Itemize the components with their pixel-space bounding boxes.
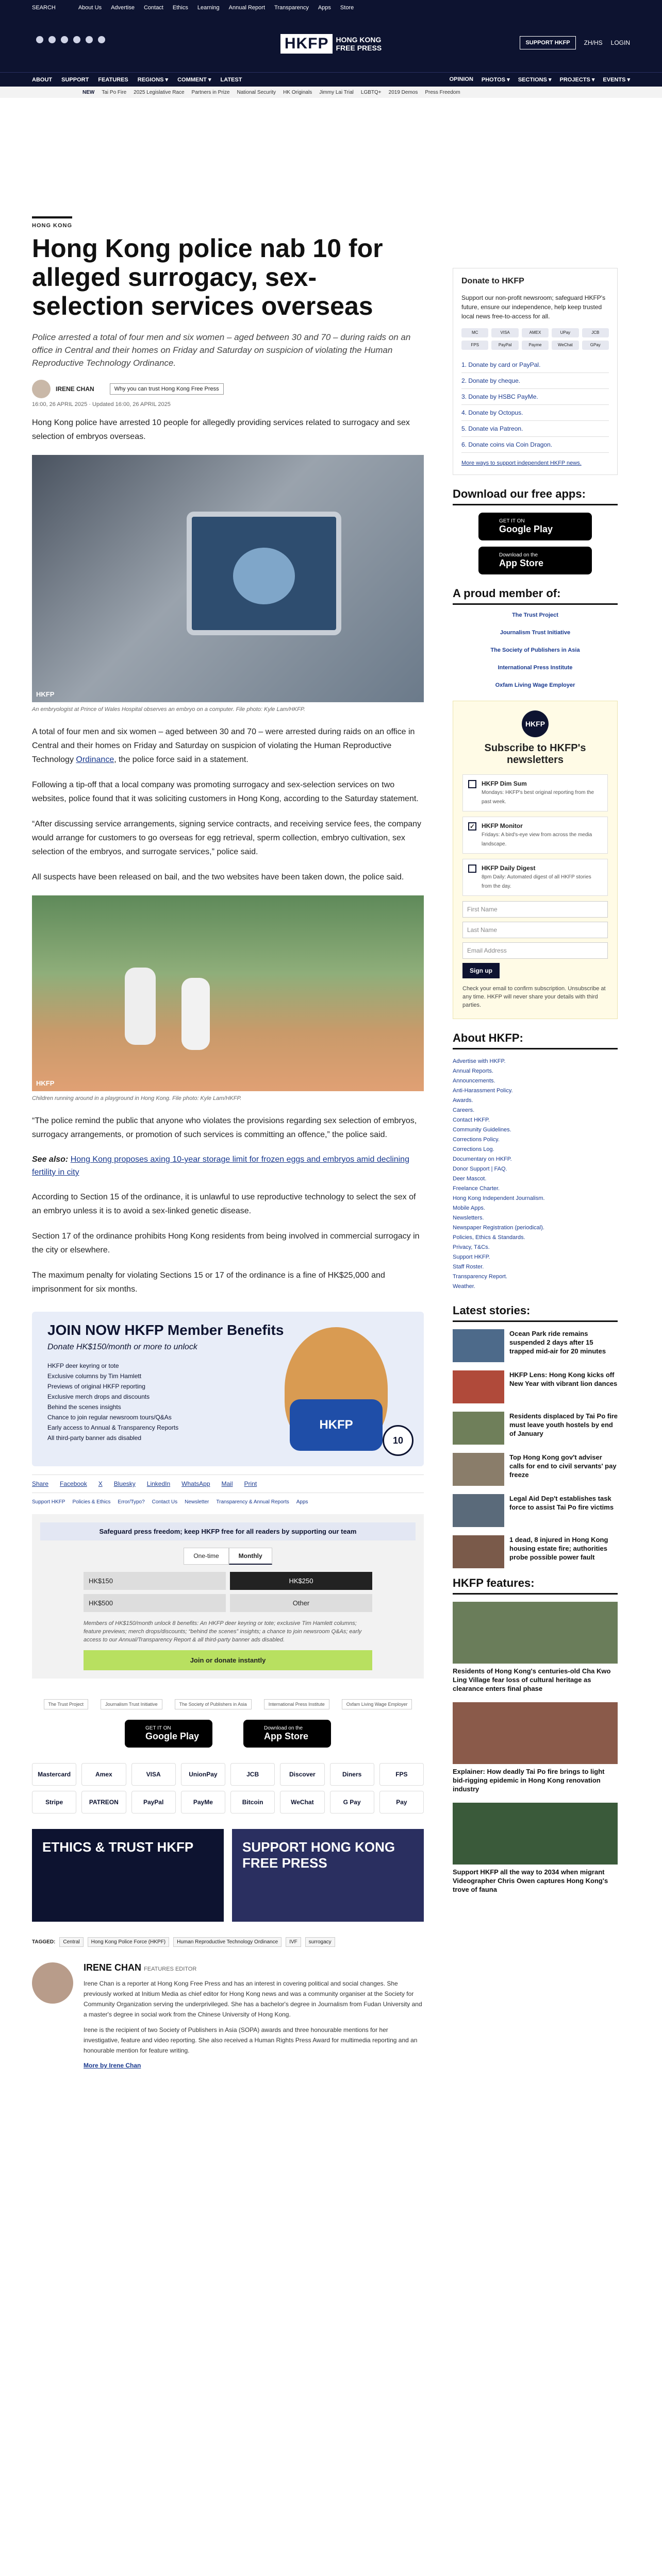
logo-line2: FREE PRESS: [336, 44, 382, 52]
paragraph: Following a tip-off that a local company was promoting surrogacy and sex-selection services on two websites, police found that it was soliciting customers in Hong Kong, according to the Saturday statement.: [32, 781, 419, 803]
top-link-learning[interactable]: Learning: [197, 5, 220, 11]
tag-list: [32, 1937, 424, 1947]
paragraph: A total of four men and six women – aged between 30 and 70 – were arrested during raids on an office in Central and their homes on Friday and Saturday on suspicion of violating the Human Reproductive Technology Ordinance, the police force said in a statement.: [32, 727, 415, 764]
top-link-store[interactable]: Store: [340, 5, 354, 11]
benefit-item: Chance to join regular newsroom tours/Q&As: [47, 1414, 172, 1421]
latest-story[interactable]: [453, 1412, 618, 1445]
donate-headline: Safeguard press freedom; keep HKFP free for all readers by supporting our team: [40, 1522, 416, 1540]
latest-story[interactable]: [453, 1329, 618, 1362]
member-logo[interactable]: The Society of Publishers in Asia: [490, 647, 580, 653]
author-avatar[interactable]: [32, 380, 51, 398]
linkedin-icon[interactable]: [86, 36, 93, 43]
partner-logo[interactable]: Oxfam Living Wage Employer: [342, 1699, 412, 1709]
article-main: [32, 216, 424, 2080]
payment-icon: GPay: [582, 341, 609, 350]
embryo-shape: [233, 548, 295, 604]
utility-link[interactable]: Support HKFP: [32, 1499, 65, 1505]
story-thumbnail[interactable]: [453, 1803, 618, 1865]
newsletter-option[interactable]: HKFP Daily Digest 8pm Daily: Automated digest of all HKFP stories from the day.: [462, 859, 608, 896]
author-bio: Irene is the recipient of two Society of Publishers in Asia (SOPA) awards and three honourable mentions for her investigative, feature and video reporting. She also received a Human Rights Press Award for multimedia reporting and an honourable mention for feature writing.: [84, 2026, 418, 2054]
youtube-icon[interactable]: [73, 36, 80, 43]
story-thumbnail[interactable]: [453, 1494, 504, 1527]
tag-item[interactable]: Human Reproductive Technology Ordinance: [173, 1937, 282, 1947]
partner-logo[interactable]: The Trust Project: [44, 1699, 89, 1709]
login-link[interactable]: LOGIN: [610, 39, 630, 46]
about-link[interactable]: Hong Kong Independent Journalism.: [453, 1195, 545, 1201]
main-nav: [0, 72, 662, 87]
newsletter-title: Subscribe to HKFP's newsletters: [484, 742, 586, 766]
nav-item-photos[interactable]: PHOTOS ▾: [481, 77, 510, 83]
utility-link[interactable]: Error/Typo?: [118, 1499, 145, 1505]
about-link[interactable]: Awards.: [453, 1097, 473, 1104]
author-box: [32, 1962, 424, 2070]
story-thumbnail[interactable]: [453, 1329, 504, 1362]
discover-icon: Discover: [280, 1763, 324, 1786]
story-title[interactable]: 1 dead, 8 injured in Hong Kong housing estate fire; authorities probe possible power fault: [509, 1536, 608, 1561]
join-donate-button[interactable]: Join or donate instantly: [84, 1650, 372, 1670]
search-link[interactable]: SEARCH: [32, 5, 56, 11]
partner-logo[interactable]: The Society of Publishers in Asia: [175, 1699, 252, 1709]
more-by-author-link[interactable]: More by Irene Chan: [84, 2062, 141, 2069]
top-link-annual-report[interactable]: Annual Report: [228, 5, 265, 11]
see-also: [32, 1153, 424, 1179]
article-title: Hong Kong police nab 10 for alleged surrogacy, sex-selection services overseas: [32, 234, 383, 320]
latest-story[interactable]: [453, 1453, 618, 1486]
story-thumbnail[interactable]: [453, 1702, 618, 1764]
about-link[interactable]: Transparency Report.: [453, 1274, 507, 1280]
see-also-label: See also:: [32, 1155, 69, 1164]
donate-option[interactable]: 4. Donate by Octopus.: [461, 405, 609, 421]
tab-monthly[interactable]: Monthly: [229, 1548, 272, 1565]
share-mail[interactable]: Mail: [221, 1480, 233, 1487]
byline-author[interactable]: IRENE CHAN: [56, 385, 94, 393]
about-links: [453, 1057, 618, 1292]
payment-icon: Payme: [522, 341, 549, 350]
top-link-advertise[interactable]: Advertise: [111, 5, 135, 11]
benefit-item: Exclusive merch drops and discounts: [47, 1393, 150, 1400]
checkbox[interactable]: ✓: [468, 822, 476, 831]
about-link[interactable]: Contact HKFP.: [453, 1117, 490, 1123]
payment-icon: UPay: [552, 328, 578, 337]
nav-item-opinion[interactable]: OPINION: [449, 76, 473, 82]
utility-link[interactable]: Policies & Ethics: [72, 1499, 111, 1505]
about-link[interactable]: Newspaper Registration (periodical).: [453, 1225, 544, 1231]
benefit-item: Behind the scenes insights: [47, 1403, 121, 1411]
feature-story[interactable]: [453, 1602, 618, 1693]
brand-actions: [520, 36, 630, 49]
mastercard-icon: Mastercard: [32, 1763, 76, 1786]
about-link[interactable]: Mobile Apps.: [453, 1205, 485, 1211]
stripe-icon: Stripe: [32, 1791, 76, 1814]
about-link[interactable]: Support HKFP.: [453, 1254, 490, 1260]
author-box-avatar[interactable]: [32, 1962, 73, 2004]
latest-story[interactable]: [453, 1494, 618, 1527]
newsletter-option[interactable]: HKFP Dim Sum Mondays: HKFP's best original reporting from the past week.: [462, 774, 608, 811]
paragraph: Section 17 of the ordinance prohibits Hong Kong residents from being involved in commercial surrogacy in the city or elsewhere.: [32, 1232, 420, 1255]
share-facebook[interactable]: Facebook: [60, 1480, 87, 1487]
share-linkedin[interactable]: LinkedIn: [146, 1480, 171, 1487]
payment-icon: MC: [461, 328, 488, 337]
trust-button[interactable]: Why you can trust Hong Kong Free Press: [110, 383, 224, 395]
top-link-contact[interactable]: Contact: [143, 5, 163, 11]
nav-item-projects[interactable]: PROJECTS ▾: [559, 77, 595, 83]
about-link[interactable]: Weather.: [453, 1283, 475, 1290]
member-logo[interactable]: International Press Institute: [498, 665, 573, 671]
nav-item-features[interactable]: FEATURES: [98, 76, 128, 83]
app-buttons: [32, 1720, 424, 1748]
child-shape: [125, 968, 156, 1045]
image-watermark: HKFP: [36, 1079, 55, 1087]
payment-icon: FPS: [461, 341, 488, 350]
nav-right: [449, 76, 630, 83]
story-thumbnail[interactable]: [453, 1370, 504, 1403]
latest-stories: [453, 1329, 618, 1568]
tab-one-time[interactable]: One-time: [184, 1548, 228, 1565]
sidebar: [453, 268, 618, 1903]
donate-amounts: [84, 1572, 372, 1612]
trending-item[interactable]: Partners in Prize: [191, 89, 230, 95]
story-title[interactable]: Residents displaced by Tai Po fire must leave youth hostels by end of January: [509, 1412, 618, 1437]
gpay-icon: G Pay: [330, 1791, 374, 1814]
paragraph: “After discussing service arrangements, signing service contracts, and receiving service fees, the company would arrange for customers to go overseas for egg retrieval, sperm collection, embryo cultivation, sex selection of the embryos, and surrogate services,” police said.: [32, 820, 422, 856]
diners-icon: Diners: [330, 1763, 374, 1786]
author-name[interactable]: IRENE CHAN FEATURES EDITOR: [84, 1962, 197, 1973]
top-link-about[interactable]: About Us: [78, 5, 102, 11]
latest-story[interactable]: [453, 1535, 618, 1568]
about-link[interactable]: Freelance Charter.: [453, 1185, 500, 1192]
donate-option[interactable]: 2. Donate by cheque.: [461, 373, 609, 389]
about-link[interactable]: Staff Roster.: [453, 1264, 484, 1270]
top-links: [78, 5, 354, 11]
utility-links: [32, 1499, 424, 1505]
brand-header: [0, 15, 662, 72]
support-hkfp-button[interactable]: SUPPORT HKFP: [520, 36, 575, 49]
patreon-icon: PATREON: [81, 1791, 126, 1814]
story-title[interactable]: Residents of Hong Kong's centuries-old Cha Kwo Ling Village fear loss of cultural heritage as clearance enters final phase: [453, 1667, 611, 1692]
story-thumbnail[interactable]: [453, 1453, 504, 1486]
about-link[interactable]: Careers.: [453, 1107, 475, 1113]
about-link[interactable]: Donor Support | FAQ.: [453, 1166, 507, 1172]
trending-item[interactable]: 2025 Legislative Race: [134, 89, 185, 95]
sidebar-donate-message: Support our non-profit newsroom; safeguard HKFP's future, ensure our independence, help keep trusted local news free-to-access for all.: [461, 294, 606, 320]
payment-icon: PayPal: [491, 341, 518, 350]
child-shape: [181, 978, 210, 1050]
utility-link[interactable]: Newsletter: [185, 1499, 209, 1505]
trending-item[interactable]: Jimmy Lai Trial: [319, 89, 354, 95]
trending-item[interactable]: 2019 Demos: [388, 89, 418, 95]
telegram-icon[interactable]: [98, 36, 105, 43]
feature-story[interactable]: [453, 1803, 618, 1894]
nav-item-latest[interactable]: LATEST: [220, 76, 242, 83]
latest-story[interactable]: [453, 1370, 618, 1403]
share-label: Share: [32, 1480, 49, 1487]
paragraph: According to Section 15 of the ordinance, it is unlawful to use reproductive technology to select the sex of an embryo unless it is to avoid a sex-linked genetic disease.: [32, 1193, 416, 1215]
payment-icon: VISA: [491, 328, 518, 337]
story-title[interactable]: Ocean Park ride remains suspended 2 days after 15 trapped mid-air for 20 minutes: [509, 1330, 606, 1355]
top-bar: [0, 0, 662, 15]
story-thumbnail[interactable]: [453, 1412, 504, 1445]
trending-item[interactable]: Press Freedom: [425, 89, 460, 95]
partner-logo[interactable]: International Press Institute: [264, 1699, 329, 1709]
last-name-field[interactable]: Last Name: [462, 922, 608, 938]
about-link[interactable]: Newsletters.: [453, 1215, 484, 1221]
logo-text: [336, 36, 382, 52]
tag-item[interactable]: Hong Kong Police Force (HKPF): [88, 1937, 170, 1947]
paragraph: The maximum penalty for violating Sections 15 or 17 of the ordinance is a fine of HK$25,000 and imprisonment for six months.: [32, 1271, 385, 1294]
amount-other[interactable]: Other: [230, 1594, 372, 1612]
donate-frequency-tabs: [40, 1548, 416, 1565]
trending-item[interactable]: LGBTQ+: [360, 89, 382, 95]
feature-story[interactable]: [453, 1702, 618, 1793]
payment-icon: WeChat: [552, 341, 578, 350]
promo-videos: [32, 1829, 424, 1922]
logo-mark: HKFP: [280, 34, 333, 54]
sidebar-donate: [453, 268, 618, 475]
about-heading: About HKFP:: [453, 1031, 618, 1049]
deer-shirt: HKFP: [290, 1399, 383, 1451]
trending-item[interactable]: Tai Po Fire: [102, 89, 127, 95]
nav-item-about[interactable]: ABOUT: [32, 76, 53, 83]
story-title[interactable]: Legal Aid Dep't establishes task force to assist Tai Po fire victims: [509, 1495, 614, 1511]
byline: [32, 380, 424, 398]
member-logo[interactable]: Oxfam Living Wage Employer: [495, 682, 575, 688]
payment-icon: AMEX: [522, 328, 549, 337]
tag-item[interactable]: surrogacy: [305, 1937, 335, 1947]
about-link[interactable]: Documentary on HKFP.: [453, 1156, 512, 1162]
trending-new-label: NEW: [82, 89, 95, 95]
nav-item-comment[interactable]: COMMENT ▾: [177, 77, 211, 83]
about-link[interactable]: Advertise with HKFP.: [453, 1058, 506, 1064]
member-logo[interactable]: The Trust Project: [512, 612, 558, 618]
share-print[interactable]: Print: [244, 1480, 257, 1487]
share-bluesky[interactable]: Bluesky: [113, 1480, 136, 1487]
utility-link[interactable]: Transparency & Annual Reports: [216, 1499, 289, 1505]
tag-label: TAGGED:: [32, 1939, 56, 1945]
top-link-transparency[interactable]: Transparency: [274, 5, 309, 11]
payment-methods: [32, 1763, 424, 1814]
about-link[interactable]: Anti-Harassment Policy.: [453, 1088, 513, 1094]
about-link[interactable]: Privacy, T&Cs.: [453, 1244, 490, 1250]
app-store-button[interactable]: Download on the App Store: [243, 1720, 331, 1748]
utility-link[interactable]: Apps: [296, 1499, 308, 1505]
wechat-icon: WeChat: [280, 1791, 324, 1814]
payme-icon: PayMe: [181, 1791, 225, 1814]
ordinance-link[interactable]: Ordinance: [76, 755, 114, 764]
trending-item[interactable]: National Security: [237, 89, 276, 95]
story-thumbnail[interactable]: [453, 1602, 618, 1664]
applepay-icon: Pay: [379, 1791, 424, 1814]
features-heading: HKFP features:: [453, 1577, 618, 1595]
paragraph: “The police remind the public that anyone who violates the provisions regarding sex selection of embryos, surrogacy arrangements, or promotion of such services is committing an offence,” the police said.: [32, 1116, 417, 1139]
about-link[interactable]: Community Guidelines.: [453, 1127, 511, 1133]
unionpay-icon: UnionPay: [181, 1763, 225, 1786]
donate-widget: [32, 1514, 424, 1679]
donate-option[interactable]: 6. Donate coins via Coin Dragon.: [461, 437, 609, 453]
checkbox[interactable]: [468, 865, 476, 873]
email-field[interactable]: Email Address: [462, 942, 608, 959]
paragraph: Hong Kong police have arrested 10 people for allegedly providing services related to surrogacy and sex selection of embryos overseas.: [32, 418, 410, 441]
donate-option[interactable]: 1. Donate by card or PayPal.: [461, 357, 609, 373]
promo-support[interactable]: SUPPORT HONG KONG FREE PRESS: [232, 1829, 424, 1922]
promo-ethics[interactable]: ETHICS & TRUST HKFP: [32, 1829, 224, 1922]
language-switch[interactable]: ZH/HS: [584, 39, 603, 46]
share-whatsapp[interactable]: WhatsApp: [181, 1480, 210, 1487]
benefit-item: Exclusive columns by Tim Hamlett: [47, 1372, 142, 1380]
amex-icon: Amex: [81, 1763, 126, 1786]
donate-option[interactable]: 3. Donate by HSBC PayMe.: [461, 389, 609, 405]
paypal-icon: PayPal: [131, 1791, 176, 1814]
author-info: [84, 1962, 424, 2070]
trending-bar: [0, 87, 662, 98]
payment-icon: JCB: [582, 328, 609, 337]
google-play-button[interactable]: GET IT ON Google Play: [478, 513, 592, 540]
signup-button[interactable]: Sign up: [462, 963, 500, 978]
article-dates: 16:00, 26 APRIL 2025 · Updated 16:00, 26 APRIL 2025: [32, 401, 171, 408]
about-link[interactable]: Annual Reports.: [453, 1068, 493, 1074]
newsletter-signup: [453, 701, 618, 1019]
fps-icon: FPS: [379, 1763, 424, 1786]
x-icon[interactable]: [48, 36, 56, 43]
visa-icon: VISA: [131, 1763, 176, 1786]
share-bar: [32, 1475, 424, 1493]
app-store-button[interactable]: Download on the App Store: [478, 547, 592, 574]
image-caption: Children running around in a playground in Hong Kong. File photo: Kyle Lam/HKFP.: [32, 1095, 242, 1101]
first-name-field[interactable]: First Name: [462, 901, 608, 918]
amount-option[interactable]: HK$500: [84, 1594, 226, 1612]
bitcoin-icon: Bitcoin: [230, 1791, 275, 1814]
nav-item-events[interactable]: EVENTS ▾: [603, 77, 630, 83]
member-logo[interactable]: Journalism Trust Initiative: [500, 630, 571, 636]
benefit-item: Early access to Annual & Transparency Reports: [47, 1424, 179, 1431]
paragraph: All suspects have been released on bail, and the two websites have been taken down, the police said.: [32, 873, 404, 882]
google-play-button[interactable]: GET IT ON Google Play: [125, 1720, 212, 1748]
author-bio: Irene Chan is a reporter at Hong Kong Free Press and has an interest in covering political and social changes. She previously worked at Initium Media as chief editor for Hong Kong news and was a community organiser at the Society for Community Organization serving the underprivileged. She has a bachelor's degree in Journalism from Fudan University and a master's degree in social work from the Chinese University of Hong Kong.: [84, 1980, 422, 2018]
more-ways-link[interactable]: More ways to support independent HKFP news.: [461, 460, 582, 466]
latest-heading: Latest stories:: [453, 1304, 618, 1322]
story-title[interactable]: Top Hong Kong gov't adviser calls for end to civil servants' pay freeze: [509, 1453, 617, 1479]
banner-benefits: [47, 1361, 178, 1443]
site-logo[interactable]: [280, 34, 382, 54]
amount-option[interactable]: HK$150: [84, 1572, 226, 1590]
article-kicker[interactable]: HONG KONG: [32, 216, 72, 229]
about-link[interactable]: Deer Mascot.: [453, 1176, 487, 1182]
story-title[interactable]: Support HKFP all the way to 2034 when migrant Videographer Chris Owen captures Hong Kong's trove of fauna: [453, 1868, 608, 1893]
about-link[interactable]: Policies, Ethics & Standards.: [453, 1234, 525, 1241]
amount-option-selected[interactable]: HK$250: [230, 1572, 372, 1590]
jcb-icon: JCB: [230, 1763, 275, 1786]
newsletter-note: Check your email to confirm subscription. Unsubscribe at any time. HKFP will never share your details with third parties.: [462, 986, 606, 1008]
story-title[interactable]: HKFP Lens: Hong Kong kicks off New Year with vibrant lion dances: [509, 1371, 618, 1387]
sidebar-donate-title: Donate to HKFP: [461, 277, 524, 285]
nav-item-sections[interactable]: SECTIONS ▾: [518, 77, 552, 83]
newsletter-option[interactable]: ✓ HKFP Monitor Fridays: A bird's-eye view from across the media landscape.: [462, 817, 608, 854]
utility-link[interactable]: Contact Us: [152, 1499, 178, 1505]
see-also-link[interactable]: Hong Kong proposes axing 10-year storage limit for frozen eggs and embryos amid declining fertility in city: [32, 1155, 409, 1177]
trending-item[interactable]: HK Originals: [283, 89, 312, 95]
nav-item-regions[interactable]: REGIONS ▾: [137, 77, 169, 83]
benefit-item: Previews of original HKFP reporting: [47, 1383, 145, 1390]
proud-member-heading: A proud member of:: [453, 587, 618, 605]
story-title[interactable]: Explainer: How deadly Tai Po fire brings to light bid-rigging epidemic in Hong Kong renovation industry: [453, 1768, 605, 1793]
newsletter-logo: HKFP: [522, 710, 549, 737]
top-link-ethics[interactable]: Ethics: [172, 5, 188, 11]
sidebar-payment-icons: [461, 328, 609, 350]
about-link[interactable]: Corrections Policy.: [453, 1137, 500, 1143]
about-link[interactable]: Corrections Log.: [453, 1146, 494, 1153]
article-image-playground: [32, 895, 424, 1091]
story-thumbnail[interactable]: [453, 1535, 504, 1568]
logo-line1: HONG KONG: [336, 36, 382, 44]
facebook-icon[interactable]: [36, 36, 43, 43]
article-image-embryologist: [32, 455, 424, 702]
article-lede: Police arrested a total of four men and six women – aged between 30 and 70 – during raids on an office in Central and their homes on Friday and Saturday on suspicion of violating the Human Reproductive Technology Ordinance.: [32, 332, 411, 368]
image-watermark: HKFP: [36, 690, 55, 698]
benefit-item: All third-party banner ads disabled: [47, 1434, 142, 1442]
about-link[interactable]: Announcements.: [453, 1078, 495, 1084]
member-benefits-banner[interactable]: [32, 1312, 424, 1466]
instagram-icon[interactable]: [61, 36, 68, 43]
donate-note: Members of HK$150/month unlock 8 benefits: An HKFP deer keyring or tote; exclusive Tim Hamlett columns; feature previews; merch drops/discounts; “behind the scenes” insights; a chance to join newsroom Q&As; early access to our Annual/Transparency Report & all third-party banner ads disabled.: [84, 1620, 362, 1643]
checkbox[interactable]: [468, 780, 476, 788]
share-x[interactable]: X: [98, 1480, 103, 1487]
ten-years-badge: 10: [383, 1425, 413, 1456]
partner-logos: [32, 1699, 424, 1709]
feature-stories: [453, 1602, 618, 1894]
tag-item[interactable]: IVF: [286, 1937, 301, 1947]
nav-item-support[interactable]: SUPPORT: [61, 76, 89, 83]
partner-logo[interactable]: Journalism Trust Initiative: [101, 1699, 162, 1709]
top-link-apps[interactable]: Apps: [318, 5, 331, 11]
sidebar-app-buttons: [453, 513, 618, 574]
banner-title: JOIN NOW HKFP Member Benefits: [47, 1322, 284, 1338]
donate-option[interactable]: 5. Donate via Patreon.: [461, 421, 609, 437]
social-icons: [36, 36, 105, 43]
banner-subtitle: Donate HK$150/month or more to unlock: [47, 1343, 197, 1351]
benefit-item: HKFP deer keyring or tote: [47, 1362, 119, 1369]
tag-item[interactable]: Central: [59, 1937, 83, 1947]
member-logos: [453, 612, 618, 688]
apps-heading: Download our free apps:: [453, 487, 618, 505]
image-caption: An embryologist at Prince of Wales Hospital observes an embryo on a computer. File photo: Kyle Lam/HKFP.: [32, 706, 305, 713]
